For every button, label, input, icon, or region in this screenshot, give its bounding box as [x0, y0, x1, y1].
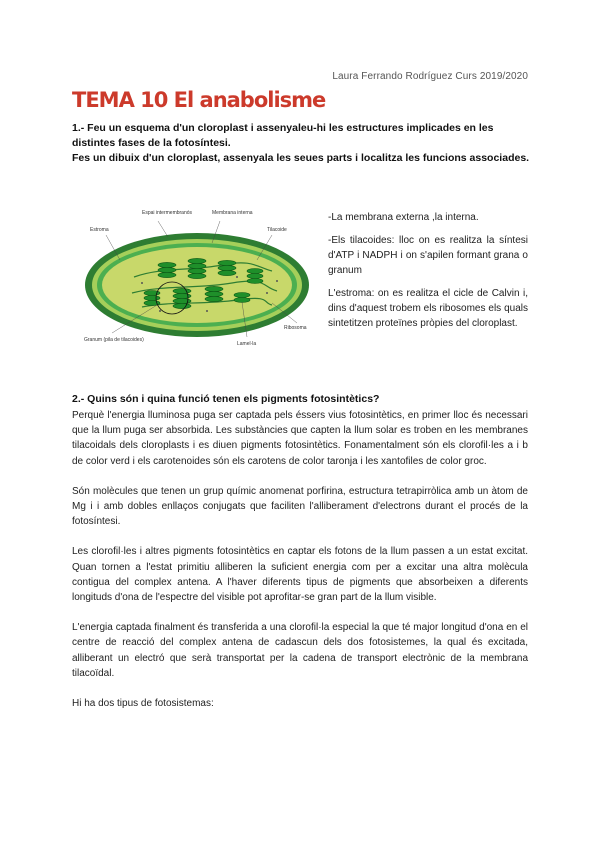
note-stroma: L'estroma: on es realitza el cicle de Calvin i, dins d'aquest trobem els ribosomes els quals sintetitzen proteïnes pròpies del cloroplast. — [328, 288, 528, 329]
paragraph-3: Les clorofil·les i altres pigments fotosintètics en captar els fotons de la llum passen a un estat excitat. Quan tornen a l'estat primitiu alliberen la suficient energia com per a excitar una altra molècula contigua del complex antena. A l'haver diferents tipus de pigments que absorbeixen a diferents longituds d'ona de l'espectre del visible pot aprofitar-se gran part de la llum visible. — [72, 546, 528, 604]
paragraph-1: Perquè l'energia lluminosa puga ser captada pels éssers vius fotosintètics, en primer lloc és necessari que la llum puga ser absorbida. Les substàncies que capten la llum solar es troben en les membranes tilacoidals dels cloroplasts i es diuen pigments fotosintètics. Fonamentalment són els clorofil·les a i b de color verd i els carotenoides són els carotens de color taronja i les xantofiles de color groc. — [72, 410, 528, 467]
label-stroma: Estroma — [90, 227, 109, 233]
granum-stack — [205, 286, 223, 301]
granum-stack — [144, 291, 160, 306]
paragraph-5: Hi ha dos tipus de fotosistemas: — [72, 698, 214, 710]
author-course-line: Laura Ferrando Rodríguez Curs 2019/2020 — [332, 71, 528, 82]
chloroplast-svg — [72, 205, 322, 360]
question-1 — [72, 121, 532, 166]
granum-stack — [158, 262, 176, 277]
label-ribosome: Ribosoma — [284, 325, 307, 331]
note-thylakoids: -Els tilacoides: lloc on es realitza la síntesi d'ATP i NADPH i on s'apilen formant grana o granum — [328, 235, 528, 276]
label-lamella: Lamel·la — [237, 341, 257, 347]
question-2-title: 2.- Quins són i quina funció tenen els pigments fotosintètics? — [72, 393, 380, 405]
diagram-notes — [328, 210, 528, 339]
granum-stack — [247, 269, 263, 284]
label-inner-membrane: Membrana interna — [212, 210, 253, 216]
paragraph-2: Són molècules que tenen un grup químic anomenat porfirina, estructura tetrapirròlica amb un àtom de Mg i i amb dobles enllaços conjugats que faciliten l'alliberament d'electrons durant el procés de la fotosíntesi. — [72, 485, 528, 528]
label-thylakoid: Tilacoide — [267, 227, 287, 233]
question-2-answer — [72, 408, 528, 726]
label-granum: Granum (pila de tilacoides) — [84, 337, 144, 343]
question-1-line-2: Fes un dibuix d'un cloroplast, assenyala les seues parts i localitza les funcions associades. — [72, 152, 530, 164]
paragraph-4: L'energia captada finalment és transferida a una clorofil·la especial la que té major longitud d'ona en el centre de reacció del complex antena de cadascun dels dos fotosistemes, la qual és excitada, alliberant un electró que serà transportat per la cadena de transport electrònic de la membrana tilacoïdal. — [72, 622, 528, 679]
question-1-line-1: 1.- Feu un esquema d'un cloroplast i assenyaleu-hi les estructures implicades en les distintes fases de la fotosíntesi. — [72, 122, 494, 149]
chloroplast-diagram — [72, 205, 322, 360]
note-membranes: -La membrana externa ,la interna. — [328, 212, 479, 223]
label-outer-membrane: Espai intermembranós — [142, 210, 193, 216]
page-title: TEMA 10 El anabolisme — [72, 88, 326, 112]
granum-stack — [218, 260, 236, 275]
